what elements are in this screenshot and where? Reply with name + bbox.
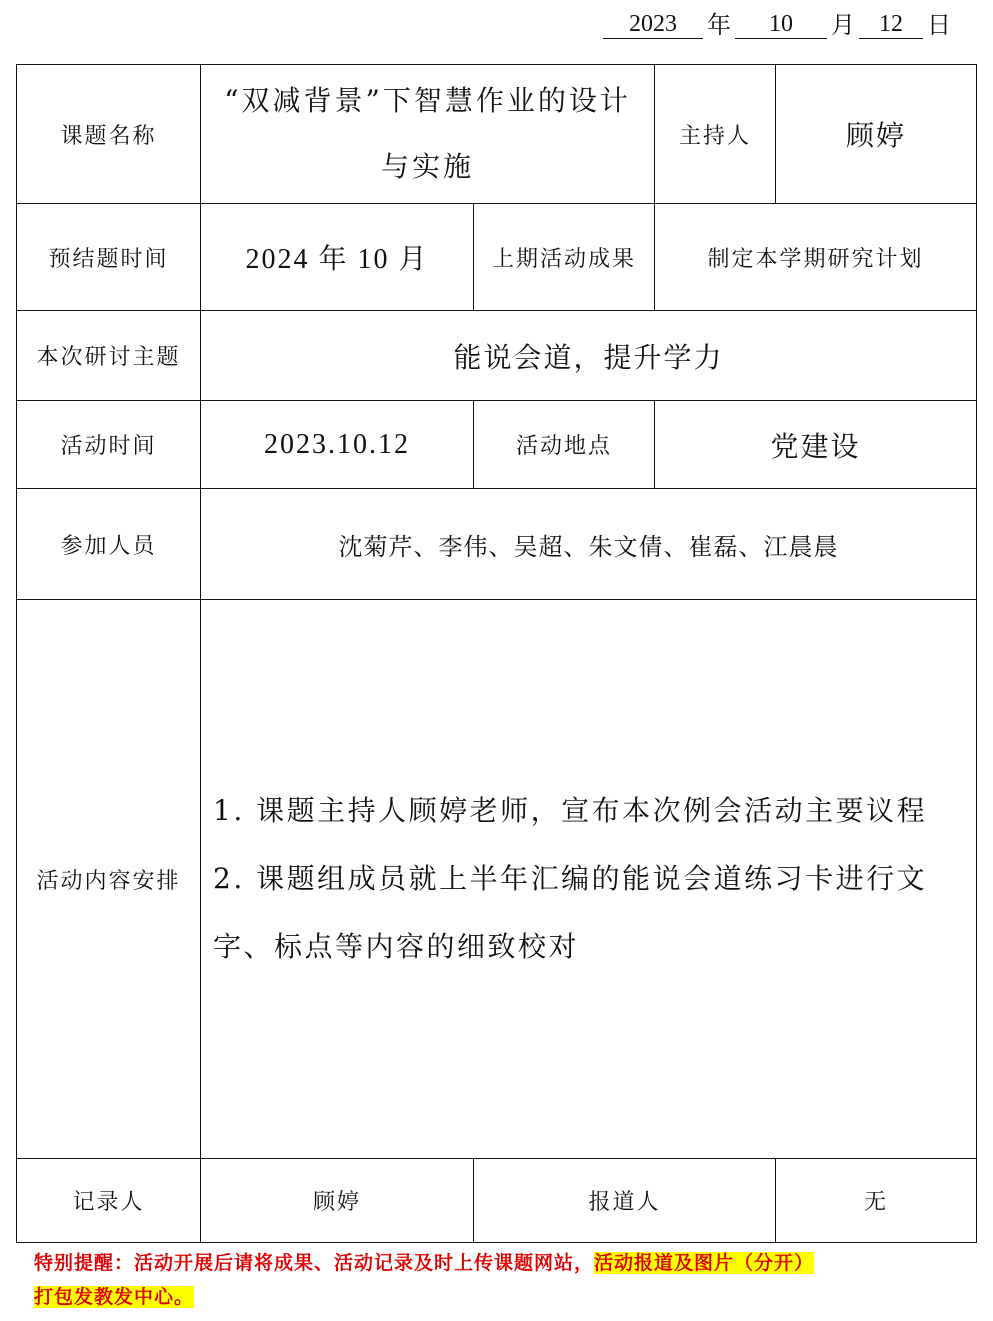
activity-time-label: 活动时间 xyxy=(17,401,201,489)
host-label: 主持人 xyxy=(655,65,776,204)
participants-label: 参加人员 xyxy=(17,489,201,600)
reporter-label: 报道人 xyxy=(474,1159,776,1243)
reminder-part-1: 特别提醒：活动开展后请将成果、活动记录及时上传课题网站， xyxy=(34,1252,595,1274)
activity-record-table xyxy=(16,64,977,1243)
special-reminder xyxy=(34,1246,964,1314)
date-month-unit: 月 xyxy=(831,11,855,39)
topic-label: 课题名称 xyxy=(17,65,201,204)
reminder-part-2: 活动报道及图片（分开） xyxy=(594,1252,815,1274)
reporter-value: 无 xyxy=(776,1159,977,1243)
content-item-3: 字、标点等内容的细致校对 xyxy=(213,930,580,963)
host-value: 顾婷 xyxy=(776,65,977,204)
activity-time-value: 2023.10.12 xyxy=(201,401,474,489)
date-day-unit: 日 xyxy=(927,11,951,39)
location-label: 活动地点 xyxy=(474,401,655,489)
prev-result-label: 上期活动成果 xyxy=(474,204,655,311)
content-label: 活动内容安排 xyxy=(17,600,201,1159)
reminder-part-3: 打包发教发中心。 xyxy=(34,1286,195,1308)
prev-result-value: 制定本学期研究计划 xyxy=(655,204,977,311)
recorder-label: 记录人 xyxy=(17,1159,201,1243)
topic-value: “双减背景”下智慧作业的设计与实施 xyxy=(201,65,655,204)
content-item-1: 1. 课题主持人顾婷老师，宣布本次例会活动主要议程 xyxy=(213,794,928,827)
location-value: 党建设 xyxy=(655,401,977,489)
content-value xyxy=(201,600,977,1159)
end-time-label: 预结题时间 xyxy=(17,204,201,311)
date-month: 10 xyxy=(735,10,827,39)
date-day: 12 xyxy=(859,10,923,39)
form-date xyxy=(603,10,955,39)
date-year-unit: 年 xyxy=(707,11,731,39)
theme-label: 本次研讨主题 xyxy=(17,311,201,401)
theme-value: 能说会道，提升学力 xyxy=(201,311,977,401)
date-year: 2023 xyxy=(603,10,703,39)
recorder-value: 顾婷 xyxy=(201,1159,474,1243)
end-time-value: 2024 年 10 月 xyxy=(201,204,474,311)
participants-value: 沈菊芹、李伟、吴超、朱文倩、崔磊、江晨晨 xyxy=(201,489,977,600)
content-item-2: 2. 课题组成员就上半年汇编的能说会道练习卡进行文 xyxy=(213,862,928,895)
